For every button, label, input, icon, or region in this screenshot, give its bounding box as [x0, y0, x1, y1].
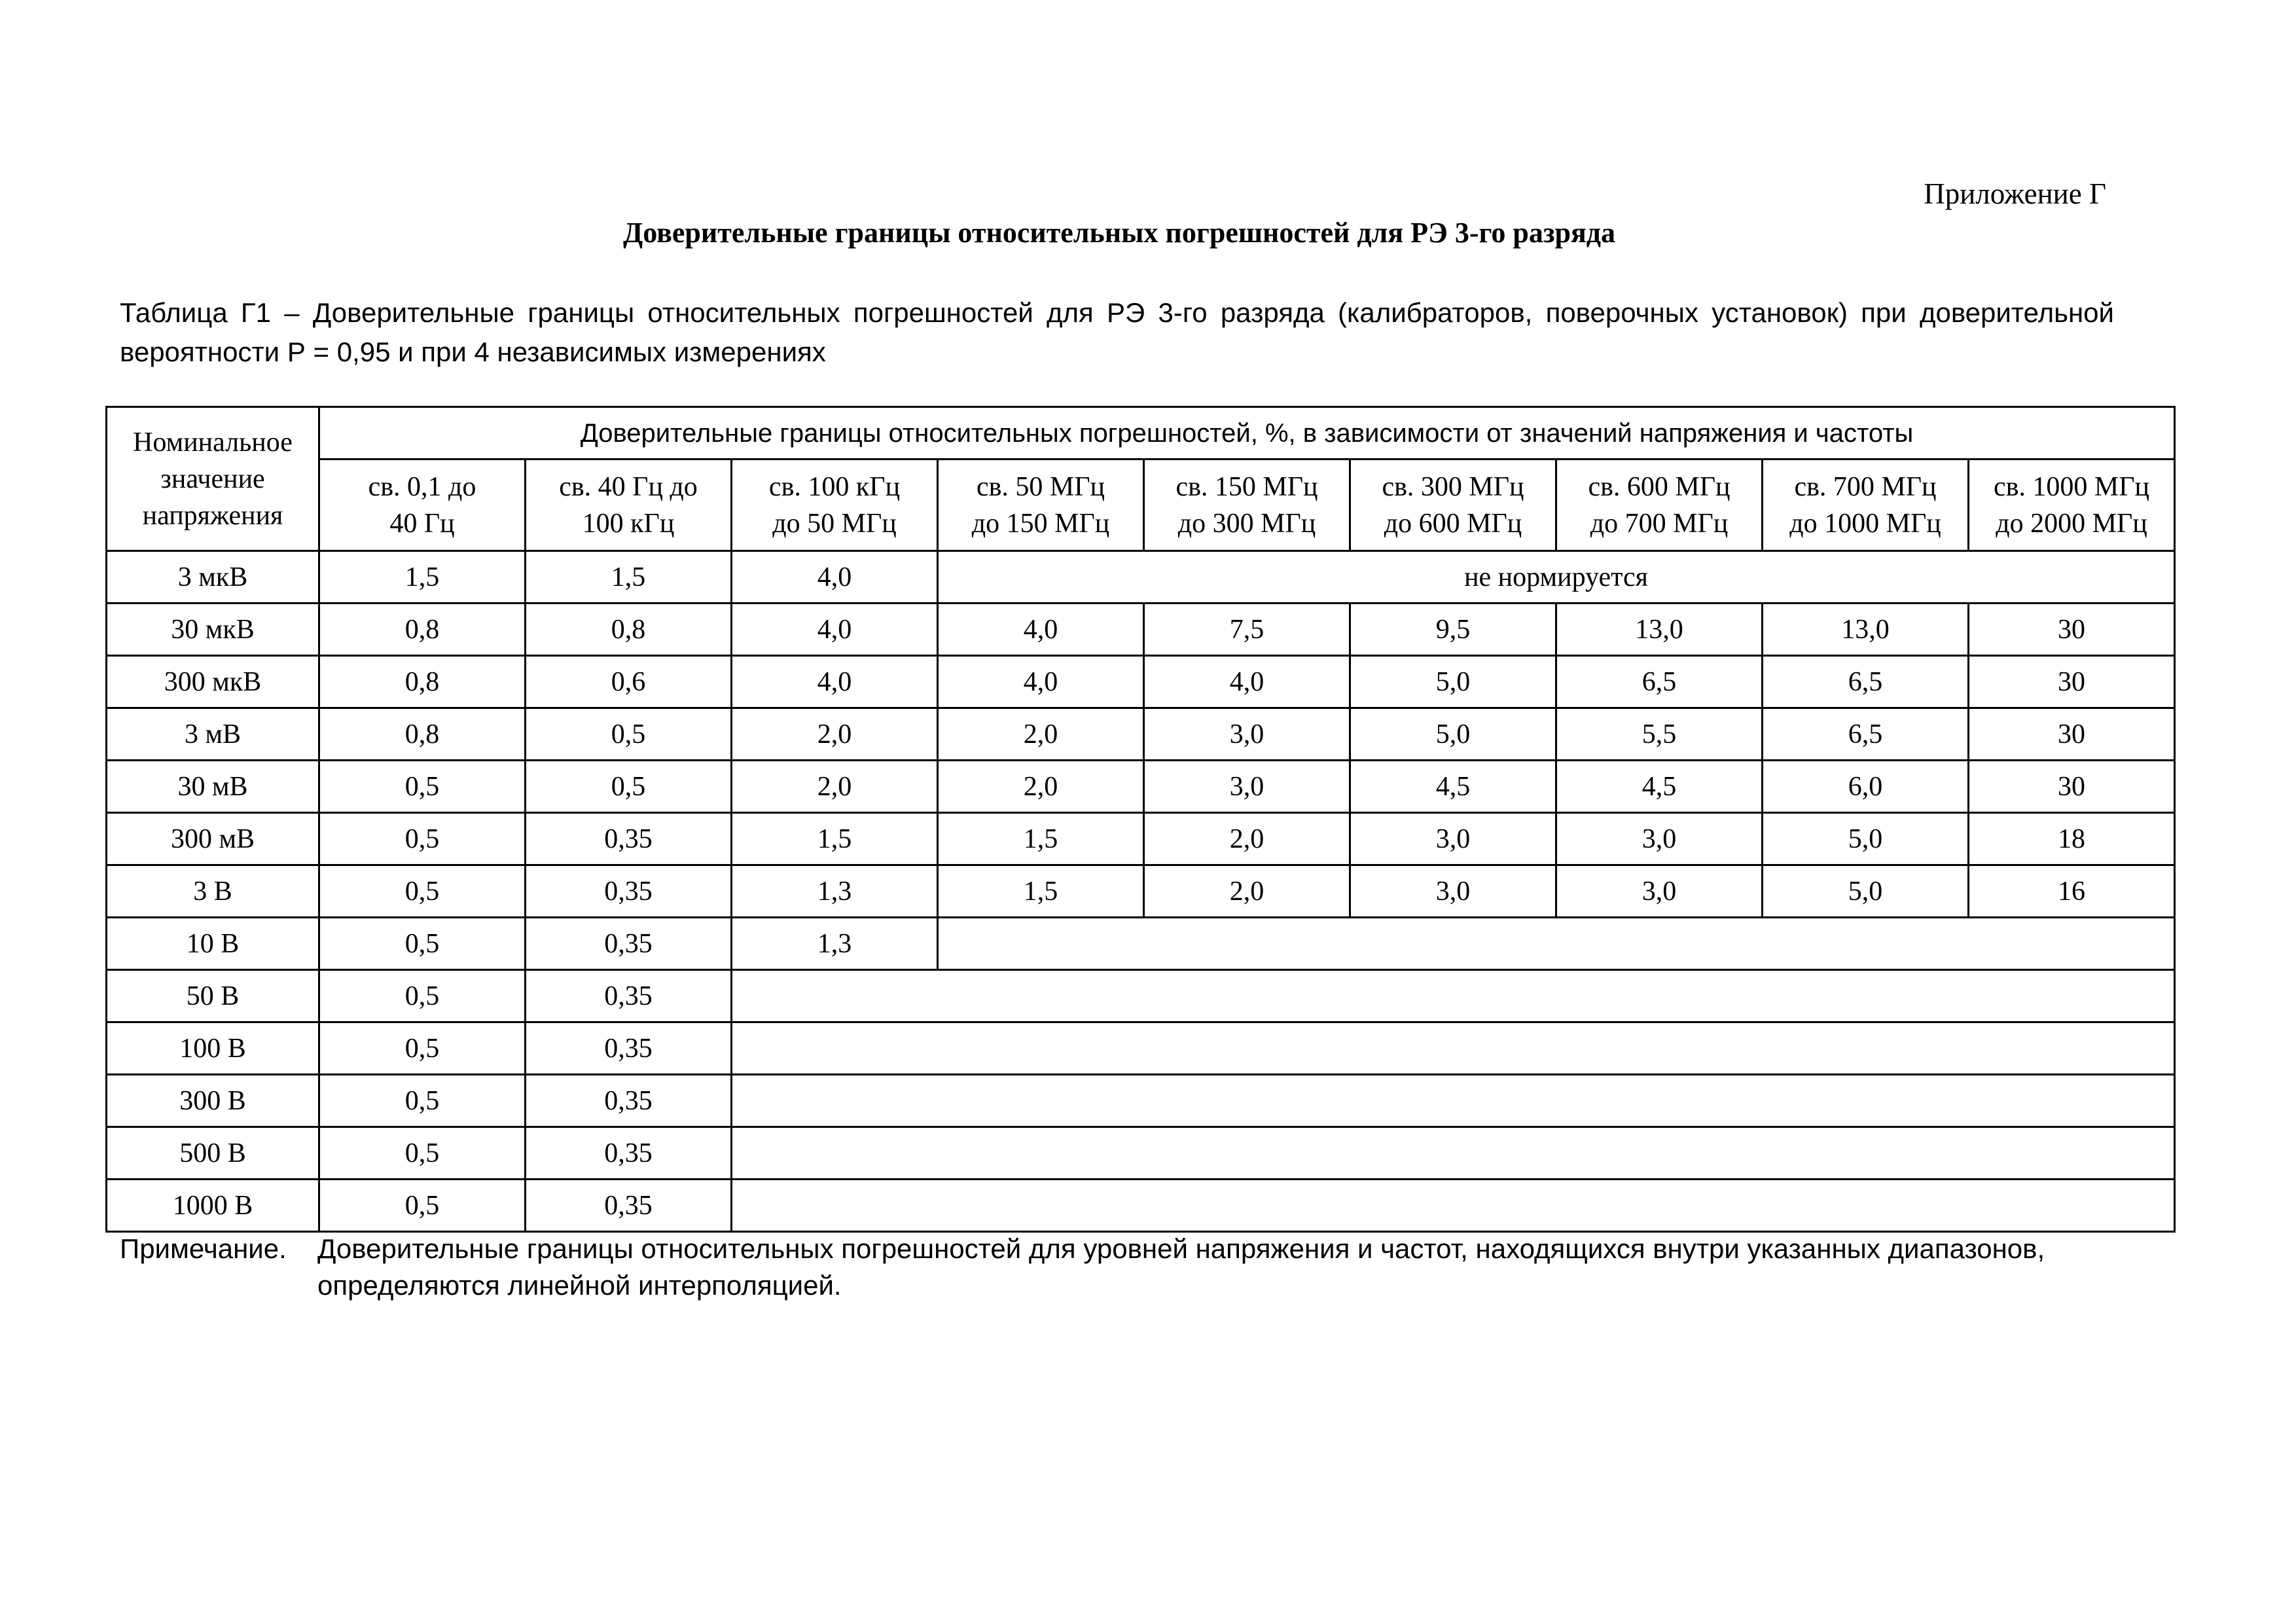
value-cell: 0,35 [526, 865, 732, 918]
table-row [107, 761, 2175, 813]
uncertainty-table [105, 406, 2176, 1233]
value-cell: 4,0 [732, 551, 938, 604]
column-header-line: св. 1000 МГц [1993, 471, 2150, 502]
column-header-line: св. 40 Гц до [559, 471, 698, 502]
value-cell: 4,0 [938, 656, 1144, 708]
column-header-line: до 50 МГц [772, 508, 897, 539]
value-cell: 1,3 [732, 918, 938, 970]
value-cell: 6,5 [1763, 708, 1969, 761]
column-header-line: до 700 МГц [1590, 508, 1729, 539]
table-row [107, 1075, 2175, 1127]
value-cell: 3,0 [1556, 813, 1763, 865]
column-header-line: св. 150 МГц [1175, 471, 1318, 502]
note-text: Доверительные границы относительных погрешностей для уровней напряжения и частот, находящихся внутри указанных диапазонов, определяются линейной интерполяцией. [317, 1233, 2045, 1301]
value-cell: 0,5 [319, 918, 526, 970]
voltage-cell: 500 В [107, 1127, 319, 1180]
table-row [107, 1022, 2175, 1075]
table-row [107, 551, 2175, 604]
value-cell: 4,0 [938, 604, 1144, 656]
empty-region [732, 970, 2175, 1022]
voltage-cell: 3 мВ [107, 708, 319, 761]
value-cell: 4,5 [1556, 761, 1763, 813]
column-header [1144, 460, 1350, 551]
value-cell: 0,35 [526, 1180, 732, 1232]
value-cell: 2,0 [732, 708, 938, 761]
value-cell: 5,5 [1556, 708, 1763, 761]
value-cell: 6,5 [1763, 656, 1969, 708]
column-header-line: св. 0,1 до [368, 471, 476, 502]
voltage-cell: 3 мкВ [107, 551, 319, 604]
value-cell: 3,0 [1556, 865, 1763, 918]
value-cell: 0,5 [526, 761, 732, 813]
voltage-cell: 100 В [107, 1022, 319, 1075]
value-cell: 0,5 [319, 761, 526, 813]
value-cell: 3,0 [1350, 865, 1556, 918]
voltage-cell: 50 В [107, 970, 319, 1022]
value-cell: 1,5 [938, 865, 1144, 918]
table-row [107, 918, 2175, 970]
value-cell: 13,0 [1556, 604, 1763, 656]
column-header-line: до 2000 МГц [1996, 508, 2147, 539]
voltage-cell: 300 мкВ [107, 656, 319, 708]
value-cell: 9,5 [1350, 604, 1556, 656]
value-cell: 0,5 [319, 865, 526, 918]
value-cell: 16 [1969, 865, 2175, 918]
document-title: Доверительные границы относительных погрешностей для РЭ 3-го разряда [622, 217, 1616, 249]
value-cell: 0,6 [526, 656, 732, 708]
table-caption: Таблица Г1 – Доверительные границы относительных погрешностей для РЭ 3-го разряда (калибраторов, поверочных установок) при доверительной вероятности Р = 0,95 и при 4 независимых измерениях [120, 297, 2114, 367]
voltage-cell: 1000 В [107, 1180, 319, 1232]
value-cell: 1,3 [732, 865, 938, 918]
value-cell: 4,5 [1350, 761, 1556, 813]
voltage-cell: 300 мВ [107, 813, 319, 865]
value-cell: 1,5 [526, 551, 732, 604]
value-cell: 0,35 [526, 970, 732, 1022]
table-row [107, 708, 2175, 761]
value-cell: 6,5 [1556, 656, 1763, 708]
table-row [107, 1180, 2175, 1232]
value-cell: 4,0 [732, 604, 938, 656]
value-cell: 3,0 [1144, 761, 1350, 813]
value-cell: 3,0 [1350, 813, 1556, 865]
value-cell: 0,5 [319, 813, 526, 865]
value-cell: 0,5 [319, 1180, 526, 1232]
value-cell: 0,5 [526, 708, 732, 761]
voltage-cell: 3 В [107, 865, 319, 918]
column-header [732, 460, 938, 551]
value-cell: 5,0 [1350, 656, 1556, 708]
value-cell: 18 [1969, 813, 2175, 865]
appendix-label: Приложение Г [1924, 177, 2106, 210]
voltage-cell: 30 мВ [107, 761, 319, 813]
column-header [1350, 460, 1556, 551]
value-cell: 5,0 [1763, 813, 1969, 865]
column-header-line: 40 Гц [389, 508, 455, 539]
value-cell: 2,0 [938, 708, 1144, 761]
value-cell: 2,0 [1144, 813, 1350, 865]
value-cell: 0,8 [526, 604, 732, 656]
column-header-line: 100 кГц [582, 508, 675, 539]
column-header-line: св. 700 МГц [1794, 471, 1937, 502]
value-cell: 0,5 [319, 970, 526, 1022]
voltage-cell: 10 В [107, 918, 319, 970]
table-row [107, 1127, 2175, 1180]
value-cell: 0,5 [319, 1022, 526, 1075]
empty-region [938, 918, 2175, 970]
empty-region [732, 1022, 2175, 1075]
value-cell: 0,8 [319, 708, 526, 761]
column-header [1556, 460, 1763, 551]
value-cell: 4,0 [732, 656, 938, 708]
value-cell: 1,5 [319, 551, 526, 604]
value-cell: 2,0 [938, 761, 1144, 813]
value-cell: 2,0 [1144, 865, 1350, 918]
voltage-cell: 300 В [107, 1075, 319, 1127]
column-header-line: до 150 МГц [971, 508, 1110, 539]
value-cell: 13,0 [1763, 604, 1969, 656]
column-header-line: св. 100 кГц [768, 471, 901, 502]
column-header [526, 460, 732, 551]
value-cell: 0,5 [319, 1075, 526, 1127]
value-cell: 1,5 [938, 813, 1144, 865]
value-cell: 0,35 [526, 1127, 732, 1180]
value-cell: 0,8 [319, 656, 526, 708]
column-header [1763, 460, 1969, 551]
value-cell: 0,5 [319, 1127, 526, 1180]
value-cell: 0,35 [526, 1022, 732, 1075]
value-cell: 0,35 [526, 813, 732, 865]
column-header-line: св. 600 МГц [1588, 471, 1731, 502]
value-cell: 4,0 [1144, 656, 1350, 708]
value-cell: 2,0 [732, 761, 938, 813]
value-cell: 3,0 [1144, 708, 1350, 761]
corner-header: Номинальное значение напряжения [107, 407, 319, 551]
value-cell: 7,5 [1144, 604, 1350, 656]
value-cell: 5,0 [1763, 865, 1969, 918]
note-label: Примечание. [120, 1233, 287, 1264]
column-header [1969, 460, 2175, 551]
empty-region [732, 1127, 2175, 1180]
value-cell: 0,35 [526, 918, 732, 970]
not-normalized-cell: не нормируется [938, 551, 2175, 604]
value-cell: 0,8 [319, 604, 526, 656]
voltage-cell: 30 мкВ [107, 604, 319, 656]
column-header-line: до 300 МГц [1177, 508, 1316, 539]
table-row [107, 865, 2175, 918]
value-cell: 5,0 [1350, 708, 1556, 761]
empty-region [732, 1075, 2175, 1127]
column-header [938, 460, 1144, 551]
column-header-line: св. 50 МГц [976, 471, 1105, 502]
column-header [319, 460, 526, 551]
table-row [107, 604, 2175, 656]
empty-region [732, 1180, 2175, 1232]
column-header-line: до 1000 МГц [1789, 508, 1941, 539]
value-cell: 30 [1969, 604, 2175, 656]
value-cell: 1,5 [732, 813, 938, 865]
column-header-line: до 600 МГц [1384, 508, 1522, 539]
table-row [107, 656, 2175, 708]
group-header: Доверительные границы относительных погрешностей, %, в зависимости от значений напряжения и частоты [319, 407, 2175, 460]
value-cell: 6,0 [1763, 761, 1969, 813]
value-cell: 0,35 [526, 1075, 732, 1127]
value-cell: 30 [1969, 708, 2175, 761]
value-cell: 30 [1969, 761, 2175, 813]
table-row [107, 970, 2175, 1022]
value-cell: 30 [1969, 656, 2175, 708]
column-header-line: св. 300 МГц [1382, 471, 1524, 502]
table-row [107, 813, 2175, 865]
